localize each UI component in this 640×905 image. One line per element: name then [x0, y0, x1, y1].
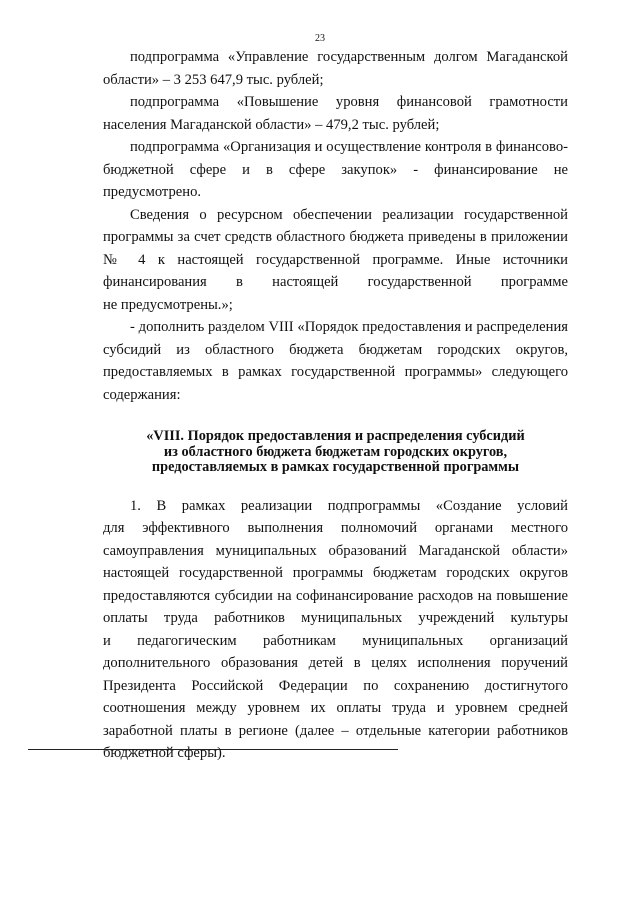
- text-line: соотношения между уровнем их оплаты труда и уровнем средней: [103, 700, 568, 716]
- text-line: не предусмотрены.»;: [103, 296, 233, 313]
- text-line: программы за счет средств областного бюджета приведены в приложении: [103, 229, 568, 245]
- text-line: Сведения о ресурсном обеспечении реализации государственной: [130, 206, 568, 223]
- text-line: содержания:: [103, 386, 181, 403]
- text-line: финансирования в настоящей государственной программе: [103, 274, 568, 290]
- text-line: населения Магаданской области» – 479,2 тыс. рублей;: [103, 116, 440, 133]
- section-heading: [103, 429, 568, 476]
- text-line: - дополнить разделом VIII «Порядок предоставления и распределения: [130, 319, 568, 335]
- text-line: оплаты труда работников муниципальных учреждений культуры: [103, 610, 568, 626]
- text-line: дополнительного образования детей в целях исполнения поручений: [103, 655, 568, 671]
- document-body: [103, 46, 568, 765]
- text-line: предоставляемых в рамках государственной программы» следующего: [103, 364, 568, 380]
- heading-line: из областного бюджета бюджетам городских округов,: [163, 443, 508, 460]
- page-number: 23: [315, 33, 325, 44]
- heading-line: предоставляемых в рамках государственной программы: [151, 459, 520, 475]
- text-line: субсидий из областного бюджета бюджетам городских округов,: [103, 341, 568, 358]
- text-line: Президента Российской Федерации по сохранению достигнутого: [103, 677, 568, 694]
- text-line: подпрограмма «Управление государственным долгом Магаданской: [130, 49, 568, 65]
- text-line: предоставляются субсидии на софинансирование расходов на повышение: [103, 587, 568, 604]
- text-line: подпрограмма «Повышение уровня финансовой грамотности: [130, 94, 568, 110]
- text-line: области» – 3 253 647,9 тыс. рублей;: [103, 71, 324, 88]
- text-line: 1. В рамках реализации подпрограммы «Создание условий: [130, 497, 568, 514]
- text-line: самоуправления муниципальных образований Магаданской области»: [103, 542, 568, 559]
- text-line: № 4 к настоящей государственной программе. Иные источники: [103, 251, 568, 268]
- text-line: заработной платы в регионе (далее – отдельные категории работников: [103, 722, 568, 739]
- footnote-separator: [28, 749, 398, 750]
- text-line: и педагогическим работникам муниципальных организаций: [103, 632, 568, 649]
- heading-line: «VIII. Порядок предоставления и распределения субсидий: [146, 428, 525, 444]
- text-line: бюджетной сферы).: [103, 745, 226, 761]
- text-line: подпрограмма «Организация и осуществление контроля в финансово-: [130, 139, 568, 155]
- text-line: для эффективного выполнения полномочий органами местного: [103, 520, 568, 536]
- text-line: бюджетной сфере и в сфере закупок» - финансирование не предусмотрено.: [103, 161, 568, 200]
- text-line: настоящей государственной программы бюджетам городских округов: [103, 565, 568, 581]
